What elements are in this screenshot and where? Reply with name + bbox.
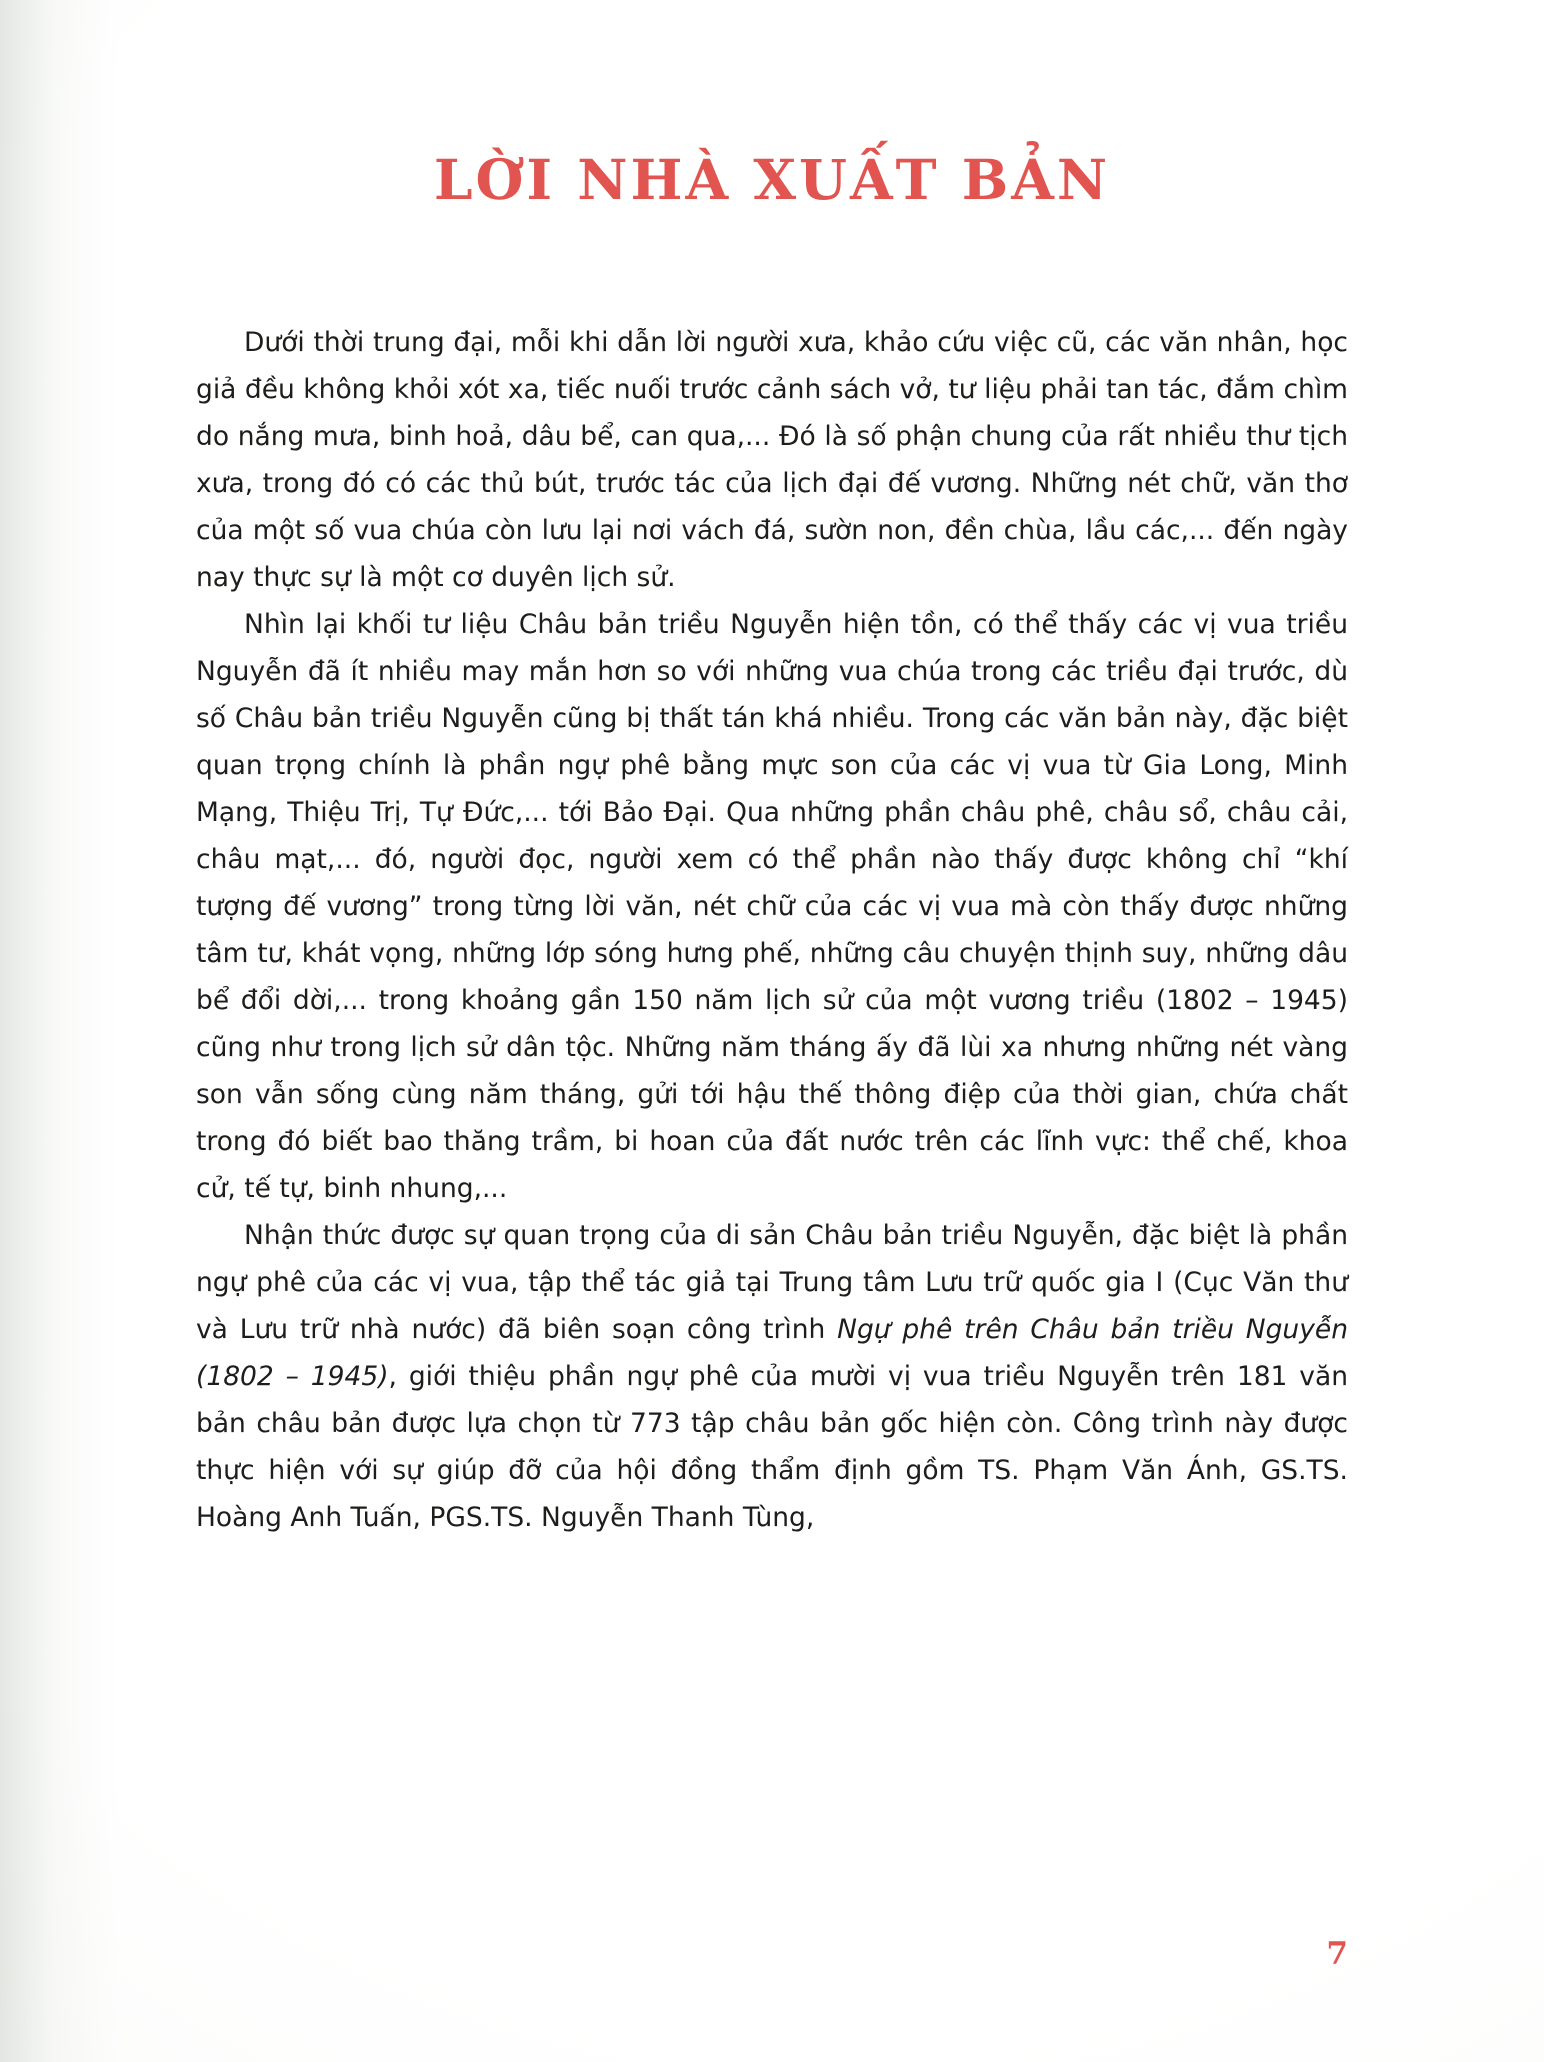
paragraph-3: [196, 1212, 1348, 1541]
body-text: [196, 319, 1348, 1541]
paragraph-2: Nhìn lại khối tư liệu Châu bản triều Nguyễn hiện tồn, có thể thấy các vị vua triều Nguyễn đã ít nhiều may mắn hơn so với những vua chúa trong các triều đại trước, dù số Châu bản triều Nguyễn cũng bị thất tán khá nhiều. Trong các văn bản này, đặc biệt quan trọng chính là phần ngự phê bằng mực son của các vị vua từ Gia Long, Minh Mạng, Thiệu Trị, Tự Đức,... tới Bảo Đại. Qua những phần châu phê, châu sổ, châu cải, châu mạt,... đó, người đọc, người xem có thể phần nào thấy được không chỉ “khí tượng đế vương” trong từng lời văn, nét chữ của các vị vua mà còn thấy được những tâm tư, khát vọng, những lớp sóng hưng phế, những câu chuyện thịnh suy, những dâu bể đổi dời,... trong khoảng gần 150 năm lịch sử của một vương triều (1802 – 1945) cũng như trong lịch sử dân tộc. Những năm tháng ấy đã lùi xa nhưng những nét vàng son vẫn sống cùng năm tháng, gửi tới hậu thế thông điệp của thời gian, chứa chất trong đó biết bao thăng trầm, bi hoan của đất nước trên các lĩnh vực: thể chế, khoa cử, tế tự, binh nhung,...: [196, 608, 1348, 1204]
paragraph-1: Dưới thời trung đại, mỗi khi dẫn lời người xưa, khảo cứu việc cũ, các văn nhân, học giả đều không khỏi xót xa, tiếc nuối trước cảnh sách vở, tư liệu phải tan tác, đắm chìm do nắng mưa, binh hoả, dâu bể, can qua,... Đó là số phận chung của rất nhiều thư tịch xưa, trong đó có các thủ bút, trước tác của lịch đại đế vương. Những nét chữ, văn thơ của một số vua chúa còn lưu lại nơi vách đá, sườn non, đền chùa, lầu các,... đến ngày nay thực sự là một cơ duyên lịch sử.: [196, 326, 1348, 593]
book-title-italic: Ngự phê trên Châu bản triều Nguyễn (1802 – 1945): [196, 1313, 1348, 1392]
paragraph-3-part-1: Nhận thức được sự quan trọng của di sản Châu bản triều Nguyễn, đặc biệt là phần ngự phê của các vị vua, tập thể tác giả tại Trung tâm Lưu trữ quốc gia I (Cục Văn thư và Lưu trữ nhà nước) đã biên soạn công trình: [196, 1219, 1348, 1345]
page-title: LỜI NHÀ XUẤT BẢN: [433, 147, 1111, 212]
paragraph-3-part-2: , giới thiệu phần ngự phê của mười vị vua triều Nguyễn trên 181 văn bản châu bản được lựa chọn từ 773 tập châu bản gốc hiện còn. Công trình này được thực hiện với sự giúp đỡ của hội đồng thẩm định gồm TS. Phạm Văn Ánh, GS.TS. Hoàng Anh Tuấn, PGS.TS. Nguyễn Thanh Tùng,: [196, 1360, 1348, 1533]
page-content: [196, 0, 1348, 2062]
page-number: 7: [1326, 1936, 1348, 1972]
